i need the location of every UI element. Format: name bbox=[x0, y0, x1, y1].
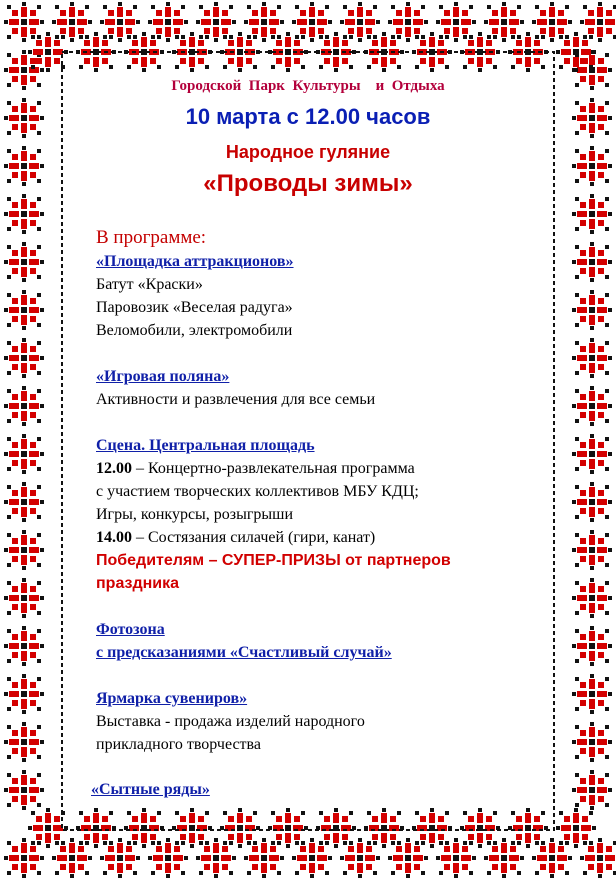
ornament-flower bbox=[572, 434, 612, 474]
ornament-flower bbox=[4, 578, 44, 618]
attraction-item: Паровозик «Веселая радуга» bbox=[96, 299, 293, 316]
fair-line-1: Выставка - продажа изделий народного bbox=[96, 713, 365, 730]
ornament-flower bbox=[508, 808, 548, 848]
ornament-flower bbox=[4, 194, 44, 234]
stage-line-2: с участием творческих коллективов МБУ КДЦ; bbox=[96, 483, 419, 500]
ornament-flower bbox=[4, 770, 44, 810]
ornament-flower bbox=[4, 290, 44, 330]
ornament-flower bbox=[4, 722, 44, 762]
ornament-flower bbox=[76, 808, 116, 848]
ornament-flower bbox=[412, 808, 452, 848]
event-title: «Проводы зимы» bbox=[203, 170, 413, 197]
ornament-flower bbox=[572, 770, 612, 810]
ornament-flower bbox=[4, 2, 44, 42]
section-stage-title: Сцена. Центральная площадь bbox=[96, 437, 315, 454]
ornament-flower bbox=[436, 2, 476, 42]
ornament-flower bbox=[340, 2, 380, 42]
event-type: Народное гуляние bbox=[225, 142, 391, 162]
games-item: Активности и развлечения для все семьи bbox=[96, 391, 376, 408]
section-attractions-title: «Площадка аттракционов» bbox=[96, 253, 294, 270]
stage-time-1: 12.00 bbox=[96, 460, 132, 477]
ornament-flower bbox=[388, 838, 428, 878]
ornament-flower bbox=[292, 838, 332, 878]
ornament-flower bbox=[52, 838, 92, 878]
ornament-flower bbox=[572, 194, 612, 234]
fair-line-2: прикладного творчества bbox=[96, 736, 261, 753]
ornament-flower bbox=[172, 808, 212, 848]
ornament-flower bbox=[100, 2, 140, 42]
ornament-flower bbox=[532, 2, 572, 42]
ornament-flower bbox=[196, 2, 236, 42]
ornament-flower bbox=[572, 386, 612, 426]
section-photo-subtitle: с предсказаниями «Счастливый случай» bbox=[96, 644, 392, 661]
ornament-flower bbox=[436, 838, 476, 878]
ornament-flower bbox=[388, 2, 428, 42]
ornament-flower bbox=[572, 530, 612, 570]
section-games-title: «Игровая поляна» bbox=[96, 368, 230, 385]
stage-line-1: 12.00 – Концертно-развлекательная программа bbox=[96, 460, 415, 477]
ornament-flower bbox=[100, 838, 140, 878]
attraction-item: Веломобили, электромобили bbox=[96, 322, 293, 339]
ornament-flower bbox=[244, 2, 284, 42]
prize-line-1: Победителям – СУПЕР-ПРИЗЫ от партнеров bbox=[96, 552, 451, 569]
ornament-flower bbox=[4, 242, 44, 282]
ornament-flower bbox=[76, 32, 116, 72]
ornament-flower bbox=[124, 32, 164, 72]
organizer: Городской Парк Культуры и Отдыха bbox=[171, 78, 445, 94]
stage-line-4: 14.00 – Состязания силачей (гири, канат) bbox=[96, 529, 376, 546]
ornament-flower bbox=[4, 482, 44, 522]
attraction-item: Батут «Краски» bbox=[96, 276, 203, 293]
program bbox=[96, 226, 546, 756]
ornament-flower bbox=[580, 838, 616, 878]
ornament-flower bbox=[4, 838, 44, 878]
ornament-flower bbox=[572, 290, 612, 330]
ornament-flower bbox=[4, 338, 44, 378]
ornament-flower bbox=[556, 32, 596, 72]
ornament-flower bbox=[4, 626, 44, 666]
ornament-flower bbox=[460, 32, 500, 72]
ornament-flower bbox=[556, 808, 596, 848]
ornament-flower bbox=[340, 838, 380, 878]
event-date: 10 марта с 12.00 часов bbox=[185, 104, 431, 129]
ornament-flower bbox=[460, 808, 500, 848]
ornament-flower bbox=[268, 808, 308, 848]
ornament-flower bbox=[4, 434, 44, 474]
ornament-flower bbox=[4, 530, 44, 570]
ornament-flower bbox=[532, 838, 572, 878]
program-heading: В программе: bbox=[96, 227, 207, 248]
section-photo-title: Фотозона bbox=[96, 621, 165, 638]
ornament-flower bbox=[580, 2, 616, 42]
ornament-flower bbox=[4, 386, 44, 426]
ornament-flower bbox=[220, 808, 260, 848]
ornament-flower bbox=[124, 808, 164, 848]
ornament-flower bbox=[412, 32, 452, 72]
ornament-flower bbox=[484, 2, 524, 42]
ornament-flower bbox=[572, 338, 612, 378]
stage-line-3: Игры, конкурсы, розыгрыши bbox=[96, 506, 294, 523]
ornament-flower bbox=[52, 2, 92, 42]
ornament-flower bbox=[572, 242, 612, 282]
ornament-flower bbox=[148, 2, 188, 42]
ornament-flower bbox=[364, 808, 404, 848]
ornament-flower bbox=[316, 808, 356, 848]
ornament-flower bbox=[196, 838, 236, 878]
section-food-title: «Сытные ряды» bbox=[91, 781, 210, 798]
ornament-flower bbox=[572, 674, 612, 714]
ornament-flower bbox=[148, 838, 188, 878]
ornament-flower bbox=[292, 2, 332, 42]
ornament-flower bbox=[244, 838, 284, 878]
ornament-flower bbox=[484, 838, 524, 878]
ornament-flower bbox=[572, 626, 612, 666]
ornament-flower bbox=[572, 578, 612, 618]
ornament-flower bbox=[572, 722, 612, 762]
ornament-flower bbox=[572, 482, 612, 522]
prize-line-2: праздника bbox=[96, 575, 180, 592]
ornament-flower bbox=[4, 674, 44, 714]
section-fair-title: Ярмарка сувениров» bbox=[96, 690, 248, 707]
stage-time-2: 14.00 bbox=[96, 529, 132, 546]
